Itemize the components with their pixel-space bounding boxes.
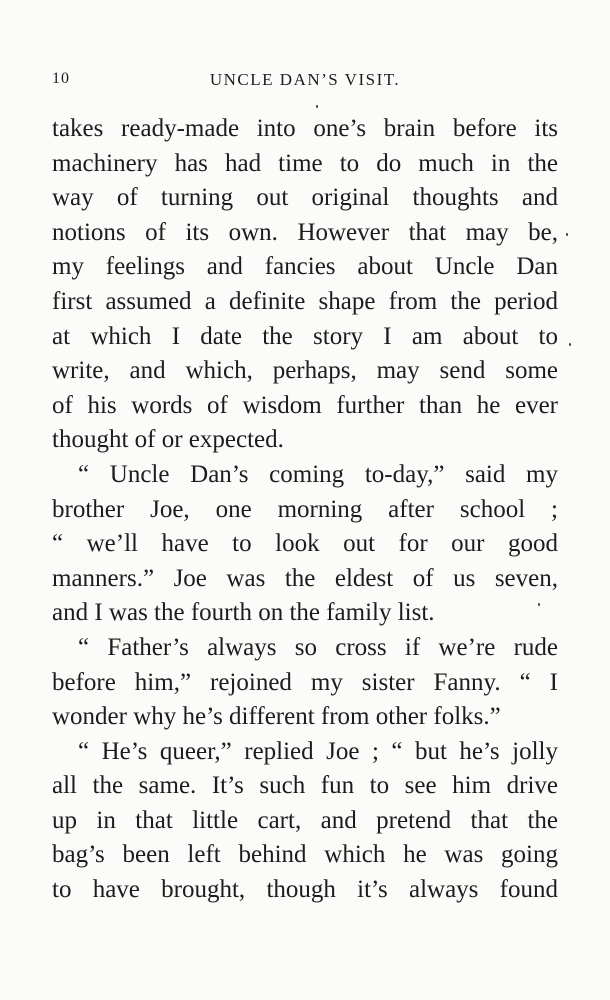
text-line: all the same. It’s such fun to see him drive (52, 772, 558, 800)
paragraph-start-line: “ Father’s always so cross if we’re rude (78, 633, 558, 661)
text-line: of his words of wisdom further than he ever (52, 391, 558, 419)
text-line: bag’s been left behind which he was going (52, 841, 558, 869)
paragraph-start-line: “ He’s queer,” replied Joe ; “ but he’s jolly (78, 737, 558, 765)
print-speck (538, 603, 540, 606)
paragraph-end-line: and I was the fourth on the family list. (52, 599, 435, 627)
body-text (52, 112, 558, 908)
text-line: to have brought, though it’s always found (52, 876, 558, 904)
text-line: before him,” rejoined my sister Fanny. “ I (52, 668, 558, 696)
page-number: 10 (52, 70, 70, 87)
text-line: “ we’ll have to look out for our good (52, 530, 558, 558)
text-line: my feelings and fancies about Uncle Dan (52, 253, 558, 281)
text-line: up in that little cart, and pretend that the (52, 806, 558, 834)
text-line: brother Joe, one morning after school ; (52, 495, 558, 523)
paragraph-end-line: wonder why he’s different from other folks.” (52, 703, 501, 731)
print-speck (316, 105, 318, 108)
print-speck (569, 343, 571, 346)
text-line: manners.” Joe was the eldest of us seven, (52, 564, 558, 592)
page-header (52, 70, 558, 98)
text-line: notions of its own. However that may be, (52, 218, 558, 246)
text-line: first assumed a definite shape from the period (52, 287, 558, 315)
text-line: takes ready-made into one’s brain before its (52, 115, 558, 142)
text-line: machinery has had time to do much in the (52, 149, 558, 177)
print-speck (566, 233, 568, 236)
paragraph-end-line: thought of or expected. (52, 426, 284, 454)
paragraph-start-line: “ Uncle Dan’s coming to-day,” said my (78, 460, 558, 488)
text-line: at which I date the story I am about to (52, 322, 558, 350)
text-line: way of turning out original thoughts and (52, 184, 558, 212)
text-line: write, and which, perhaps, may send some (52, 357, 558, 385)
running-title: UNCLE DAN’S VISIT. (209, 70, 401, 89)
